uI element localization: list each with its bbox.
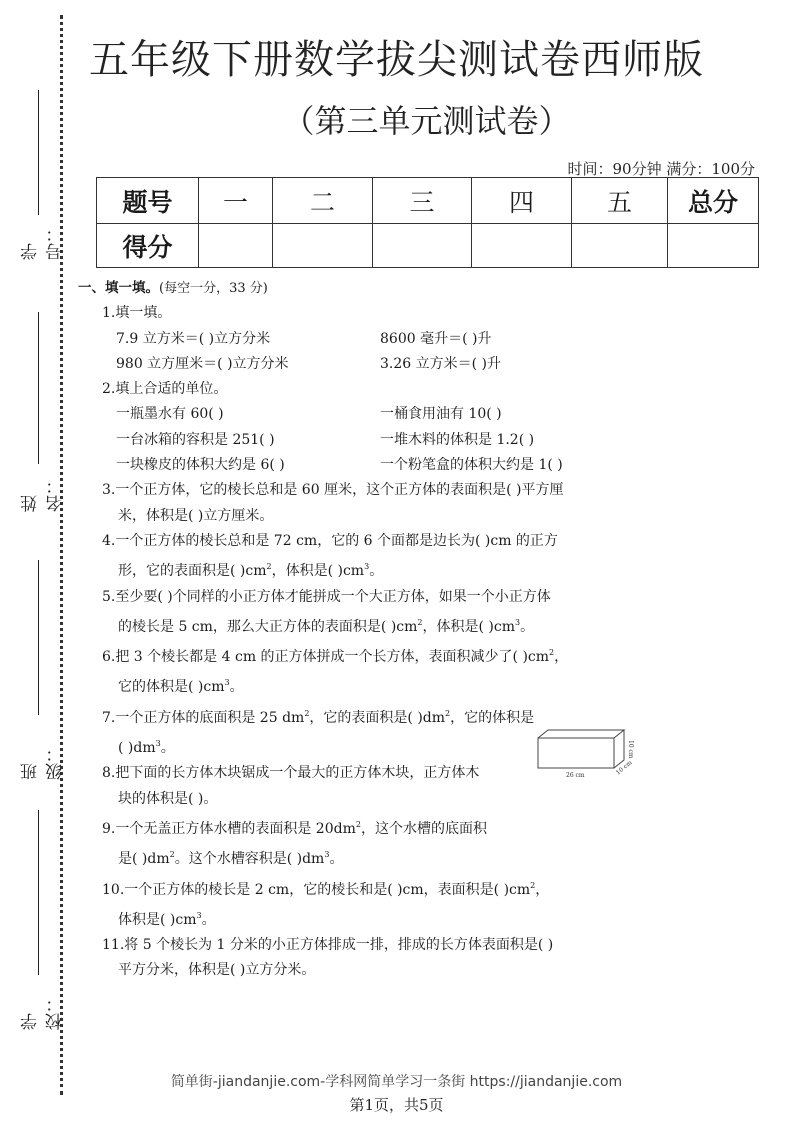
q6-text-d: 。 <box>229 679 244 696</box>
score-table-score-row <box>97 224 759 268</box>
cuboid-width-label: 10 cm <box>614 759 634 777</box>
question-6-line-1 <box>102 640 658 670</box>
class-field <box>18 560 66 780</box>
score-cell-1[interactable] <box>199 224 273 268</box>
q1-item-4[interactable]: 3.26 立方米＝( )升 <box>380 355 501 372</box>
question-10[interactable] <box>78 873 658 934</box>
header-cell-3: 三 <box>373 178 472 224</box>
class-label: 班级： <box>21 744 66 780</box>
superscript-3: 3 <box>155 739 161 749</box>
superscript-2: 2 <box>304 708 310 718</box>
q6-text-b: ， <box>554 649 569 666</box>
section-fill-in <box>78 276 658 984</box>
school-field <box>18 810 66 1030</box>
q5-text-a: 的棱长是 5 cm，那么大正方体的表面积是( )cm <box>118 618 418 635</box>
q2-item-2[interactable]: 一桶食用油有 10( ) <box>380 406 502 423</box>
header-cell-5: 五 <box>572 178 668 224</box>
cuboid-height-label: 10 cm <box>627 740 634 759</box>
question-2-row-2 <box>78 428 658 453</box>
superscript-3: 3 <box>196 910 202 920</box>
question-3-line-2: 米，体积是( )立方厘米。 <box>118 507 274 524</box>
score-cell-4[interactable] <box>472 224 572 268</box>
question-3[interactable] <box>78 478 658 529</box>
score-cell-5[interactable] <box>572 224 668 268</box>
question-5-line-1: 5.至少要( )个同样的小正方体才能拼成一个大正方体，如果一个小正方体 <box>102 588 551 605</box>
q4-text-b: ，体积是( )cm <box>271 563 365 580</box>
q1-item-2[interactable]: 8600 毫升＝( )升 <box>380 330 492 347</box>
q2-item-4[interactable]: 一堆木料的体积是 1.2( ) <box>380 431 535 448</box>
question-4[interactable] <box>78 529 658 585</box>
question-10-line-1 <box>102 873 658 903</box>
superscript-2: 2 <box>530 880 536 890</box>
q7-text-b: ，它的表面积是( )dm <box>309 709 446 726</box>
question-5-line-2 <box>102 610 658 640</box>
question-2-row-3 <box>78 453 658 478</box>
question-1-row-1 <box>78 327 658 352</box>
section-note: (每空一分，33 分) <box>159 281 268 296</box>
question-11-line-2: 平方分米，体积是( )立方分米。 <box>118 962 316 979</box>
q4-text-c: 。 <box>369 563 384 580</box>
question-11[interactable] <box>78 933 658 984</box>
score-cell-label: 得分 <box>97 224 199 268</box>
q10-text-b: ， <box>535 881 550 898</box>
name-field <box>18 312 66 512</box>
q7-text-d: ( )dm <box>118 740 156 757</box>
section-title: 一、填一填。 <box>78 280 159 296</box>
school-label: 学校： <box>21 994 66 1030</box>
question-6[interactable] <box>78 640 658 701</box>
time-score-info: 时间：90分钟 满分：100分 <box>567 160 755 178</box>
superscript-2: 2 <box>266 562 272 572</box>
binding-dotted-line <box>60 15 63 1095</box>
section-heading <box>78 276 658 301</box>
q9-text-d: 。这个水槽容积是( )dm <box>174 851 325 868</box>
q2-item-6[interactable]: 一个粉笔盒的体积大约是 1( ) <box>380 457 563 474</box>
cuboid-length-label: 26 cm <box>566 772 585 778</box>
question-9-line-1 <box>102 812 658 842</box>
superscript-2: 2 <box>417 617 423 627</box>
q9-text-a: 9.一个无盖正方体水槽的表面积是 20dm <box>102 820 356 837</box>
q7-text-e: 。 <box>160 740 175 757</box>
student-id-label: 学号： <box>21 224 66 260</box>
question-4-line-1: 4.一个正方体的棱长总和是 72 cm，它的 6 个面都是边长为( )cm 的正方 <box>102 532 558 549</box>
header-cell-label: 题号 <box>97 178 199 224</box>
q2-item-1[interactable]: 一瓶墨水有 60( ) <box>116 406 224 423</box>
school-input-line[interactable] <box>38 810 39 975</box>
question-3-line-1: 3.一个正方体，它的棱长总和是 60 厘米，这个正方体的表面积是( )平方厘 <box>102 482 564 499</box>
header-cell-4: 四 <box>472 178 572 224</box>
q10-text-d: 。 <box>201 911 216 928</box>
class-input-line[interactable] <box>38 560 39 715</box>
q10-text-c: 体积是( )cm <box>118 911 197 928</box>
question-8-line-2: 块的体积是( )。 <box>118 790 218 807</box>
superscript-2: 2 <box>355 819 361 829</box>
footer-watermark: 简单街-jiandanjie.com-学科网简单学习一条街 https://jiandanjie.com <box>170 1074 623 1090</box>
q1-item-1[interactable]: 7.9 立方米＝( )立方分米 <box>116 330 271 347</box>
q6-text-c: 它的体积是( )cm <box>118 679 225 696</box>
question-4-line-2 <box>102 554 658 584</box>
q7-text-c: ，它的体积是 <box>450 709 535 726</box>
page-number: 第1页，共5页 <box>349 1096 444 1114</box>
superscript-3: 3 <box>324 850 330 860</box>
question-5[interactable] <box>78 585 658 641</box>
q2-item-3[interactable]: 一台冰箱的容积是 251( ) <box>116 431 275 448</box>
q5-text-c: 。 <box>520 618 535 635</box>
score-cell-2[interactable] <box>273 224 373 268</box>
question-6-line-2 <box>102 670 658 700</box>
header-cell-total: 总分 <box>668 178 759 224</box>
score-table-header-row <box>97 178 759 224</box>
superscript-2: 2 <box>549 648 555 658</box>
q7-text-a: 7.一个正方体的底面积是 25 dm <box>102 709 305 726</box>
question-10-line-2 <box>102 903 658 933</box>
superscript-2: 2 <box>169 850 175 860</box>
question-1-row-2 <box>78 352 658 377</box>
header-cell-1: 一 <box>199 178 273 224</box>
q1-item-3[interactable]: 980 立方厘米＝( )立方分米 <box>116 355 289 372</box>
q10-text-a: 10.一个正方体的棱长是 2 cm，它的棱长和是( )cm，表面积是( )cm <box>102 881 531 898</box>
q9-text-e: 。 <box>329 851 344 868</box>
cuboid-figure <box>536 728 636 778</box>
question-9[interactable] <box>78 812 658 873</box>
question-9-line-2 <box>102 842 658 872</box>
question-1 <box>78 301 658 326</box>
q2-item-5[interactable]: 一块橡皮的体积大约是 6( ) <box>116 457 285 474</box>
score-cell-total[interactable] <box>668 224 759 268</box>
header-cell-2: 二 <box>273 178 373 224</box>
superscript-2: 2 <box>445 708 451 718</box>
question-1-title: 1.填一填。 <box>102 305 172 322</box>
superscript-3: 3 <box>224 678 230 688</box>
q9-text-b: ，这个水槽的底面积 <box>360 820 487 837</box>
name-label: 姓名： <box>21 476 66 512</box>
q4-text-a: 形，它的表面积是( )cm <box>118 563 267 580</box>
superscript-3: 3 <box>515 617 521 627</box>
page-subtitle: （第三单元测试卷） <box>282 102 571 140</box>
question-2-row-1 <box>78 402 658 427</box>
question-2 <box>78 377 658 402</box>
q5-text-b: ，体积是( )cm <box>422 618 516 635</box>
superscript-3: 3 <box>364 562 370 572</box>
q6-text-a: 6.把 3 个棱长都是 4 cm 的正方体拼成一个长方体，表面积减少了( )cm <box>102 649 550 666</box>
name-input-line[interactable] <box>38 312 39 464</box>
score-cell-3[interactable] <box>373 224 472 268</box>
question-11-line-1: 11.将 5 个棱长为 1 分米的小正方体排成一排，排成的长方体表面积是( ) <box>102 937 554 954</box>
page-title: 五年级下册数学拔尖测试卷西师版 <box>89 37 704 83</box>
q9-text-c: 是( )dm <box>118 851 170 868</box>
question-8-line-1: 8.把下面的长方体木块锯成一个最大的正方体木块，正方体木 <box>102 765 480 782</box>
question-2-title: 2.填上合适的单位。 <box>102 381 228 398</box>
score-table <box>96 177 759 268</box>
question-7-line-1 <box>102 701 658 731</box>
